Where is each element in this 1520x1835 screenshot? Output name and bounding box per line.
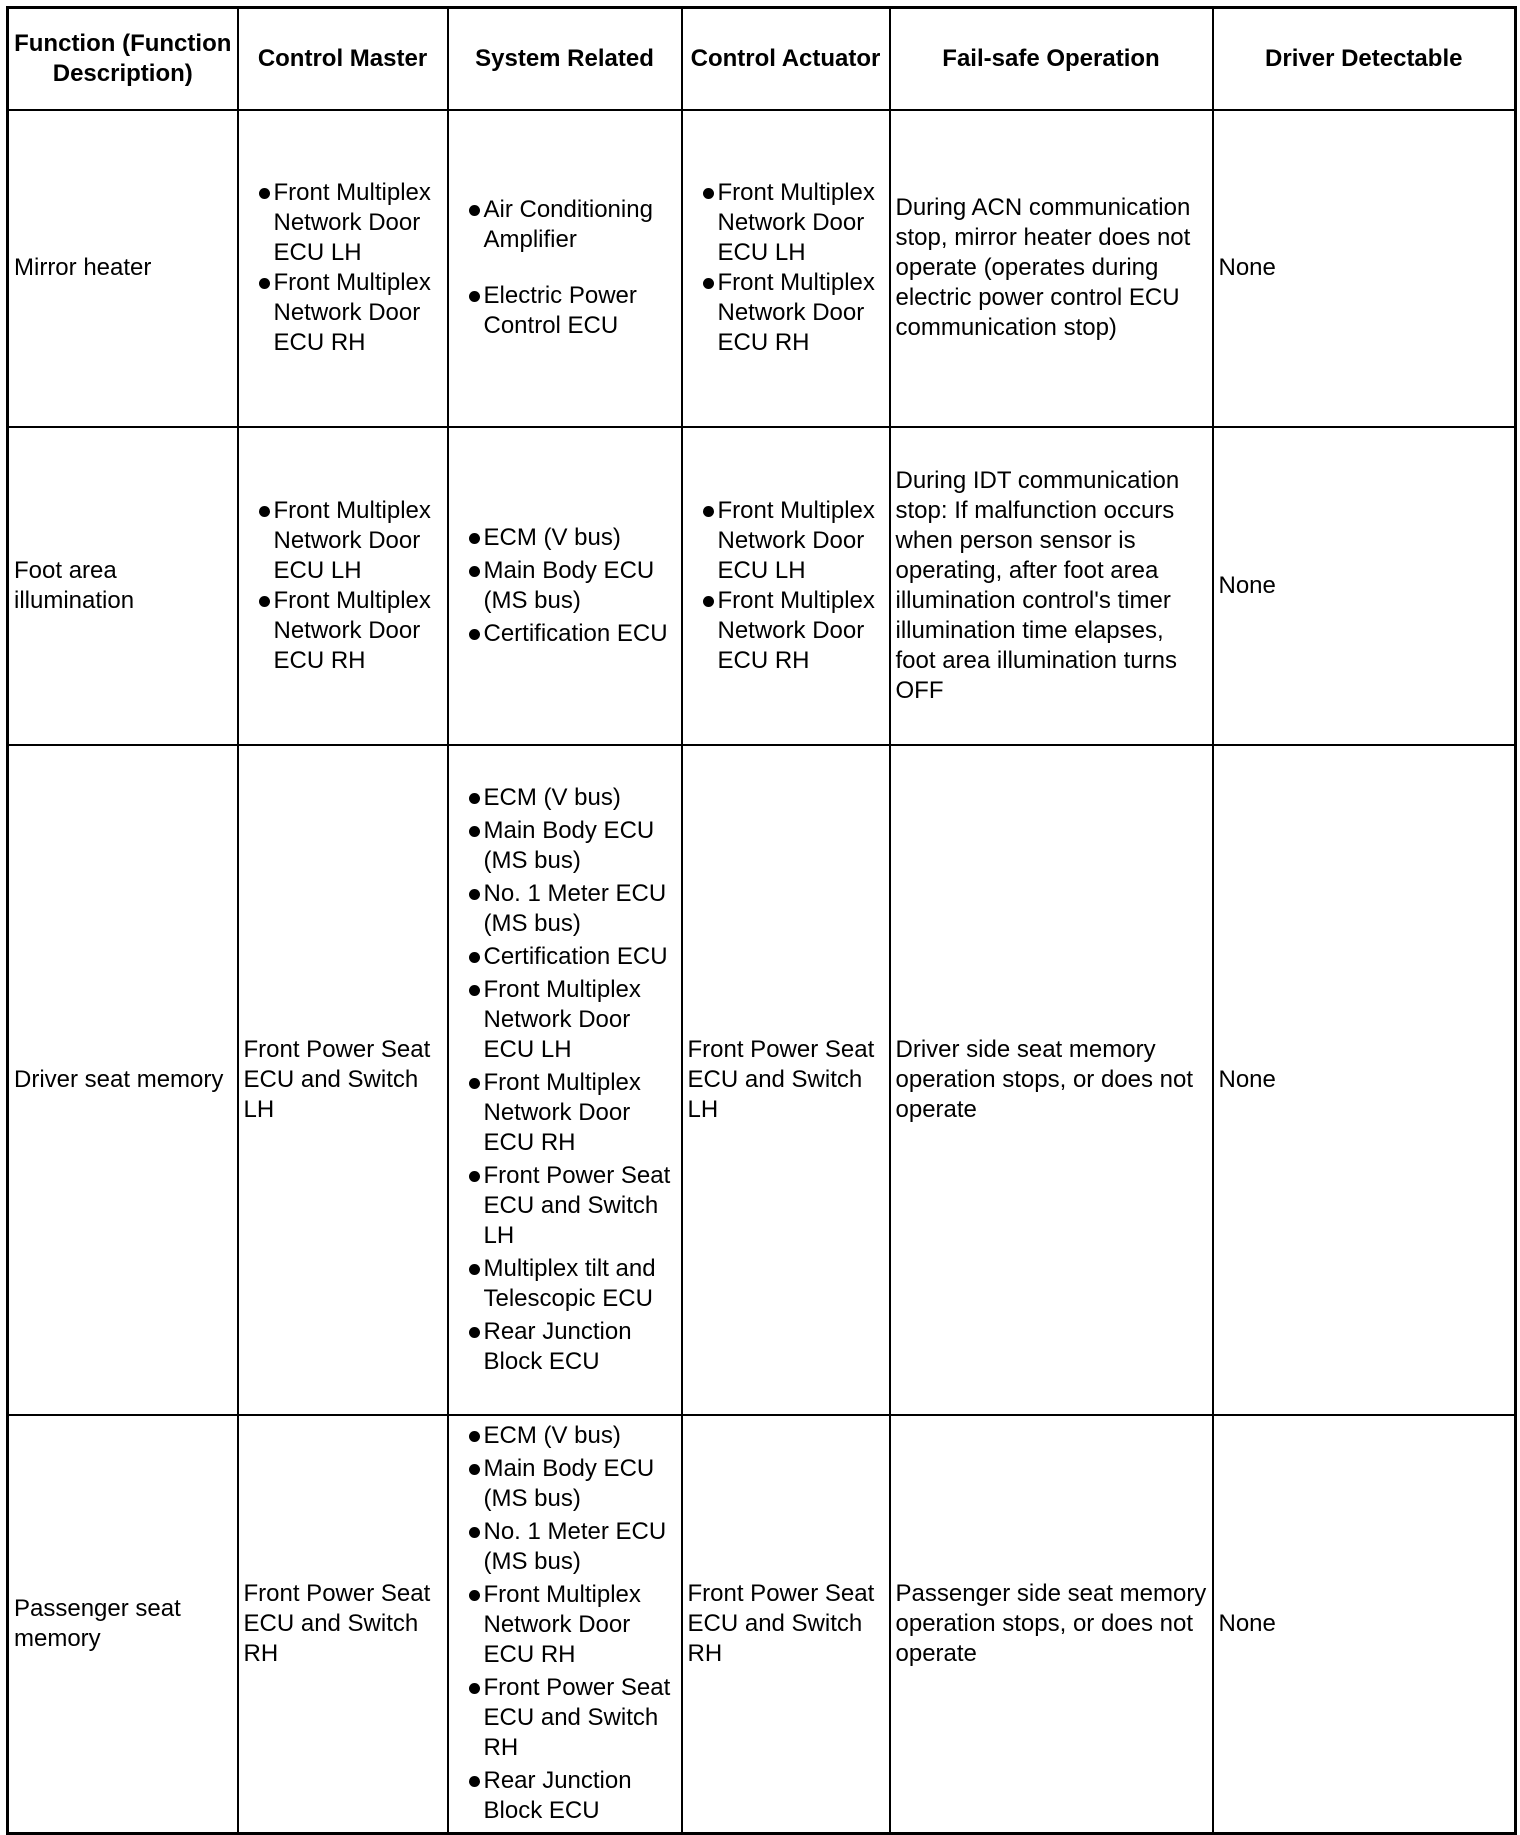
system-related-cell	[448, 745, 682, 1415]
control-master-cell	[238, 110, 448, 427]
function-cell: Passenger seat memory	[8, 1415, 238, 1834]
control-master-cell: Front Power Seat ECU and Switch RH	[238, 1415, 448, 1834]
list-item: Front Multiplex Network Door ECU RH	[688, 586, 884, 676]
header-control-master: Control Master	[238, 8, 448, 110]
list-item: Certification ECU	[454, 942, 676, 972]
fail-safe-cell: Passenger side seat memory operation stops, or does not operate	[890, 1415, 1213, 1834]
list-item: Front Multiplex Network Door ECU LH	[688, 178, 884, 268]
list-item: Multiplex tilt and Telescopic ECU	[454, 1254, 676, 1314]
list-item: Rear Junction Block ECU	[454, 1317, 676, 1377]
list-item: Front Multiplex Network Door ECU RH	[454, 1580, 676, 1670]
function-table	[6, 6, 1517, 1835]
list-item: Main Body ECU (MS bus)	[454, 816, 676, 876]
list-item: Front Multiplex Network Door ECU RH	[688, 268, 884, 358]
driver-detectable-cell: None	[1213, 745, 1516, 1415]
list-item: Air Conditioning Amplifier	[454, 195, 676, 255]
list-item: No. 1 Meter ECU (MS bus)	[454, 879, 676, 939]
list-item: Front Power Seat ECU and Switch LH	[454, 1161, 676, 1251]
control-actuator-cell: Front Power Seat ECU and Switch LH	[682, 745, 890, 1415]
system-related-cell	[448, 1415, 682, 1834]
list-item: Front Multiplex Network Door ECU LH	[244, 178, 442, 268]
header-system-related: System Related	[448, 8, 682, 110]
table-row	[8, 1415, 1516, 1834]
list-item: Main Body ECU (MS bus)	[454, 556, 676, 616]
fail-safe-cell: During IDT communication stop: If malfunction occurs when person sensor is operating, after foot area illumination control's timer illumination time elapses, foot area illumination turns OFF	[890, 427, 1213, 745]
header-fail-safe: Fail-safe Operation	[890, 8, 1213, 110]
list-item: ECM (V bus)	[454, 783, 676, 813]
list-item: Front Multiplex Network Door ECU RH	[454, 1068, 676, 1158]
list-item: Front Power Seat ECU and Switch RH	[454, 1673, 676, 1763]
function-cell: Driver seat memory	[8, 745, 238, 1415]
header-control-actuator: Control Actuator	[682, 8, 890, 110]
list-item: ECM (V bus)	[454, 1421, 676, 1451]
table-row	[8, 745, 1516, 1415]
function-cell: Foot area illumination	[8, 427, 238, 745]
control-actuator-cell: Front Power Seat ECU and Switch RH	[682, 1415, 890, 1834]
control-actuator-cell	[682, 110, 890, 427]
list-item: Main Body ECU (MS bus)	[454, 1454, 676, 1514]
header-driver-detectable: Driver Detectable	[1213, 8, 1516, 110]
list-item: Certification ECU	[454, 619, 676, 649]
list-item: Front Multiplex Network Door ECU LH	[688, 496, 884, 586]
list-item: Electric Power Control ECU	[454, 281, 676, 341]
driver-detectable-cell: None	[1213, 1415, 1516, 1834]
control-master-cell	[238, 427, 448, 745]
list-item: Front Multiplex Network Door ECU LH	[454, 975, 676, 1065]
list-item: Front Multiplex Network Door ECU RH	[244, 586, 442, 676]
header-function: Function (Function Description)	[8, 8, 238, 110]
table-row	[8, 427, 1516, 745]
fail-safe-cell: During ACN communication stop, mirror heater does not operate (operates during electric power control ECU communication stop)	[890, 110, 1213, 427]
list-item: Front Multiplex Network Door ECU LH	[244, 496, 442, 586]
function-cell: Mirror heater	[8, 110, 238, 427]
list-item: Front Multiplex Network Door ECU RH	[244, 268, 442, 358]
driver-detectable-cell: None	[1213, 427, 1516, 745]
list-item: No. 1 Meter ECU (MS bus)	[454, 1517, 676, 1577]
list-item: ECM (V bus)	[454, 523, 676, 553]
list-item: Rear Junction Block ECU	[454, 1766, 676, 1826]
driver-detectable-cell: None	[1213, 110, 1516, 427]
control-master-cell: Front Power Seat ECU and Switch LH	[238, 745, 448, 1415]
system-related-cell	[448, 110, 682, 427]
header-row	[8, 8, 1516, 110]
control-actuator-cell	[682, 427, 890, 745]
system-related-cell	[448, 427, 682, 745]
table-row	[8, 110, 1516, 427]
fail-safe-cell: Driver side seat memory operation stops, or does not operate	[890, 745, 1213, 1415]
